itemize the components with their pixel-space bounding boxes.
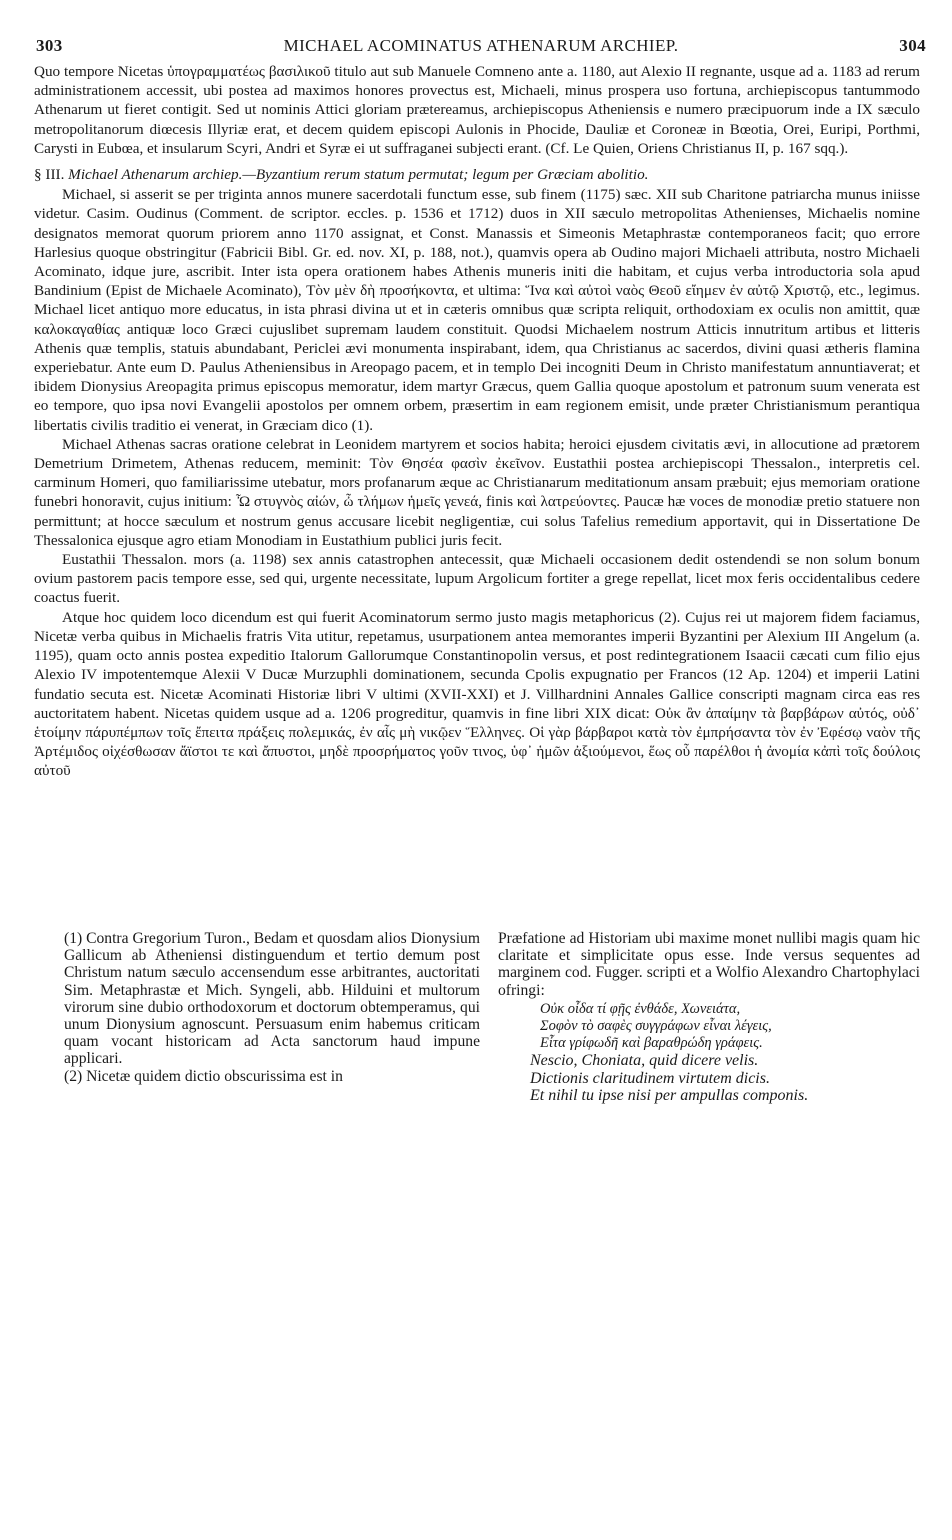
paragraph-5: Atque hoc quidem loco dicendum est qui fuerit Acominatorum sermo justo magis metaphoricus (2). Cujus rei ut majorem fidem faciamus, Nicetæ verba quibus in Michaelis fratris Vita utitur, repetamus, usurpationem antea memorantes imperii Byzantini per Alexium III Angelum (a. 1195), quam octo annis postea expeditio Italorum Gallorumque Constantinopolin versus, et post redintegrationem Isaacii cæcati cum filio ejus Alexio IV impotentemque Alexii V Ducæ Murzuphli dominationem, secunda Cpolis expugnatio per Francos (12 Ap. 1204) et imperii Latini fundatio secuta est. Nicetæ Acominati Historiæ libri V ultimi (XVII-XXI) et J. Villhardnini Annales Gallice conscripti magnam circa eas res auctoritatem habent. Nicetas quidem usque ad a. 1206 progreditur, quamvis in fine libri XIX dicat: Οὐκ ἂν ἀπαίμην τὰ βαρβάρων αὐτός, οὐδ᾽ ἑτοίμην πάρυπέμπων τοῖς ἔπειτα πράξεις πολεμικάς, ἐν αἷς μὴ νικῷεν Ἕλληνες. Οἱ γὰρ βάρβαροι κατὰ τὸν ἐμπρήσαντα τὸν ἐν Ἐφέσῳ ναὸν τῆς Ἀρτέμιδος οἰχέσθωσαν ἄϊστοι τε καὶ ἄπυστοι, μηδὲ προσρήματος γοῦν τινος, ὑφ᾽ ἡμῶν ἀξιούμενοι, ἕως οὗ παρέλθοι ἡ ἀνομία κἀπὶ τοῖς δούλοις αὐτοῦ [34, 608, 920, 780]
paragraph-2: Michael, si asserit se per triginta annos munere sacerdotali functum esse, sub finem (1175) sæc. XII sub Charitone patriarcha munus iniisse videtur. Casim. Oudinus (Comment. de scriptor. eccles. p. 1536 et 1712) duos in XII sæculo metropolitas Athenienses, Michaelis nomine designatos memorat quorum priorem anno 1170 assignat, et Const. Manassis et Simeonis Metaphrastæ contemporaneos facit; quo errore Harlesius quoque obstringitur (Fabricii Bibl. Gr. ed. nov. XI, p. 188, not.), quamvis opera ab Oudino majori Michaeli attributa, nostro Michaeli Acominato, idque jure, ascribit. Inter ista opera orationem habes Athenis muneris initi die habitam, et cujus verba introductoria sola apud Bandinium (Epist de Michaele Acominato), Τὸν μὲν δὴ προσήκοντα, et ultima: Ἵνα καὶ αὐτοὶ ναὸς Θεοῦ εἴημεν ἐν αὐτῷ Χριστῷ, etc., legimus. Michael licet antiquo more educatus, in ista phrasi divina ut et in cæteris omnibus quæ scripta reliquit, orthodoxiam ex oculis non amittit, quæ καλοκαγαθίας antiquæ loco Græci cujuslibet supremam laudem constituit. Quodsi Michaelem nostrum Atticis innutritum artibus et litteris Athenis quæ templis, statuis abundabant, Periclei ævi monumenta inspirabant, idem, qua Christianus ac sacerdos, divini quasi ætheris flamina experiebatur. Ante eum D. Paulus Atheniensibus in Areopago pacem, et in templo Dei incogniti Deum in Christo manifestatum annuntiaverat; et ibidem Dionysius Areopagita primus episcopus memoratur, idem martyr Græcus, quem Gallia quoque apostolum et patronum suum venerata est eo tempore, quo ipsa novi Evangelii apostolos per omnem orbem, præsertim in eam regionem emisit, unde præter Christianismum perantiqua libertatis civilis traditio ei venerat, in Græciam dico (1). [34, 186, 920, 434]
paragraph-4: Eustathii Thessalon. mors (a. 1198) sex annis catastrophen antecessit, quæ Michaeli occasionem dedit ostendendi se non solum bonum ovium pastorem pacis tempore esse, sed qui, urgente necessitate, lupum Argolicum fortiter a grege repellat, licet mox feris occidentalibus cedere coactus fuerit. [34, 551, 920, 607]
section-number: § III. [34, 166, 65, 184]
greek-verse-line: Σοφὸν τὸ σαφὲς συγγράφων εἶναι λέγεις, [540, 1018, 772, 1035]
page-header [36, 36, 926, 58]
greek-verse-line: Οὐκ οἶδα τί φῇς ἐνθάδε, Χωνειάτα, [540, 1000, 741, 1017]
footnote-1: (1) Contra Gregorium Turon., Bedam et quosdam alios Dionysium Gallicum ab Atheniensi distinguendum et tertio demum post Christum natum sæculo accensendum esse arbitrantes, auctoritati Sim. Metaphrastæ et Mich. Syngeli, abb. Hilduini et multorum virorum sine dubio orthodoxorum et doctorum obtemperamus, qui unum Dionysium agnoscunt. Persuasum enim habemus criticam quam vocant historicam ad Acta sanctorum haud impune applicari. [64, 930, 480, 1068]
latin-verse-line: Dictionis claritudinem virtutem dicis. [530, 1069, 770, 1087]
footnote-column-left [64, 930, 480, 1085]
latin-verse-line: Nescio, Choniata, quid dicere velis. [530, 1052, 759, 1070]
footnote-2-continued: Præfatione ad Historiam ubi maxime monet nullibi magis quam hic claritate et simplicitate opus esse. Inde versus sequentes ad marginem cod. Fugger. scripti et a Wolfio Alexandro Chartophylaci ofringi: [498, 930, 920, 999]
section-heading [34, 165, 920, 184]
greek-verses [498, 1001, 920, 1053]
running-title: MICHAEL ACOMINATUS ATHENARUM ARCHIEP. [283, 36, 679, 55]
right-page-number: 304 [899, 36, 926, 55]
section-title: Michael Athenarum archiep.—Byzantium rerum statum permutat; legum per Græciam abolitio. [68, 166, 649, 184]
footnote-2: (2) Nicetæ quidem dictio obscurissima est in [64, 1067, 343, 1085]
greek-verse-line: Εἶτα γρίφωδῆ καὶ βαραθρώδη γράφεις. [540, 1035, 763, 1052]
latin-verse-line: Et nihil tu ipse nisi per ampullas componis. [530, 1086, 809, 1104]
left-page-number: 303 [36, 36, 63, 55]
main-text [34, 62, 920, 781]
paragraph-3: Michael Athenas sacras oratione celebrat in Leonidem martyrem et socios habita; heroici ejusdem civitatis ævi, in allocutione ad prætorem Demetrium Drimetem, Athenas reducem, meminit: Τὸν Θησέα φασὶν ἐκεῖνον. Eustathii postea archiepiscopi Thessalon., interpretis cel. carminum Homeri, quo familiarissime utebatur, mors profanarum æque ac Christianarum meditationum ansam præbuit; ejus memoriam oratione funebri honoravit, cujus initium: Ὦ στυγνὸς αἰών, ὦ τλήμων ἡμεῖς γενεά, finis καὶ λατρεύοντες. Paucæ hæ voces de monodiæ pretio statuere non permittunt; at hocce sæculum et nostrum genus accusare licebit negligentiæ, cui solus Tafelius remedium apportavit, qui in Dissertatione De Thessalonica ejusque agro etiam Monodiam in Eustathium publici juris fecit. [34, 435, 920, 549]
footnote-column-right [498, 930, 920, 1104]
latin-verses [498, 1052, 920, 1104]
paragraph-1: Quo tempore Nicetas ὑπογραμματέως βασιλικοῦ titulo aut sub Manuele Comneno ante a. 1180, aut Alexio II regnante, usque ad a. 1183 ad rerum administrationem accessit, ubi postea ad maximos honores provectus est, Michaeli, minus prospera uso fortuna, archiepiscopus tantummodo Athenarum ut fieret contigit. Sed ut nominis Attici gloriam prætereamus, archiepiscopus Atheniensis e numero præcipuorum inde a IX sæculo metropolitanorum diœcesis Illyriæ erat, et decem quidem episcopi Aulonis in Phocide, Dauliæ et Coroneæ in Bœotia, Orei, Euripi, Porthmi, Carysti in Eubœa, et insularum Scyri, Andri et Syræ ei ut suffraganei subjecti erant. (Cf. Le Quien, Oriens Christianus II, p. 167 sqq.). [34, 63, 920, 157]
